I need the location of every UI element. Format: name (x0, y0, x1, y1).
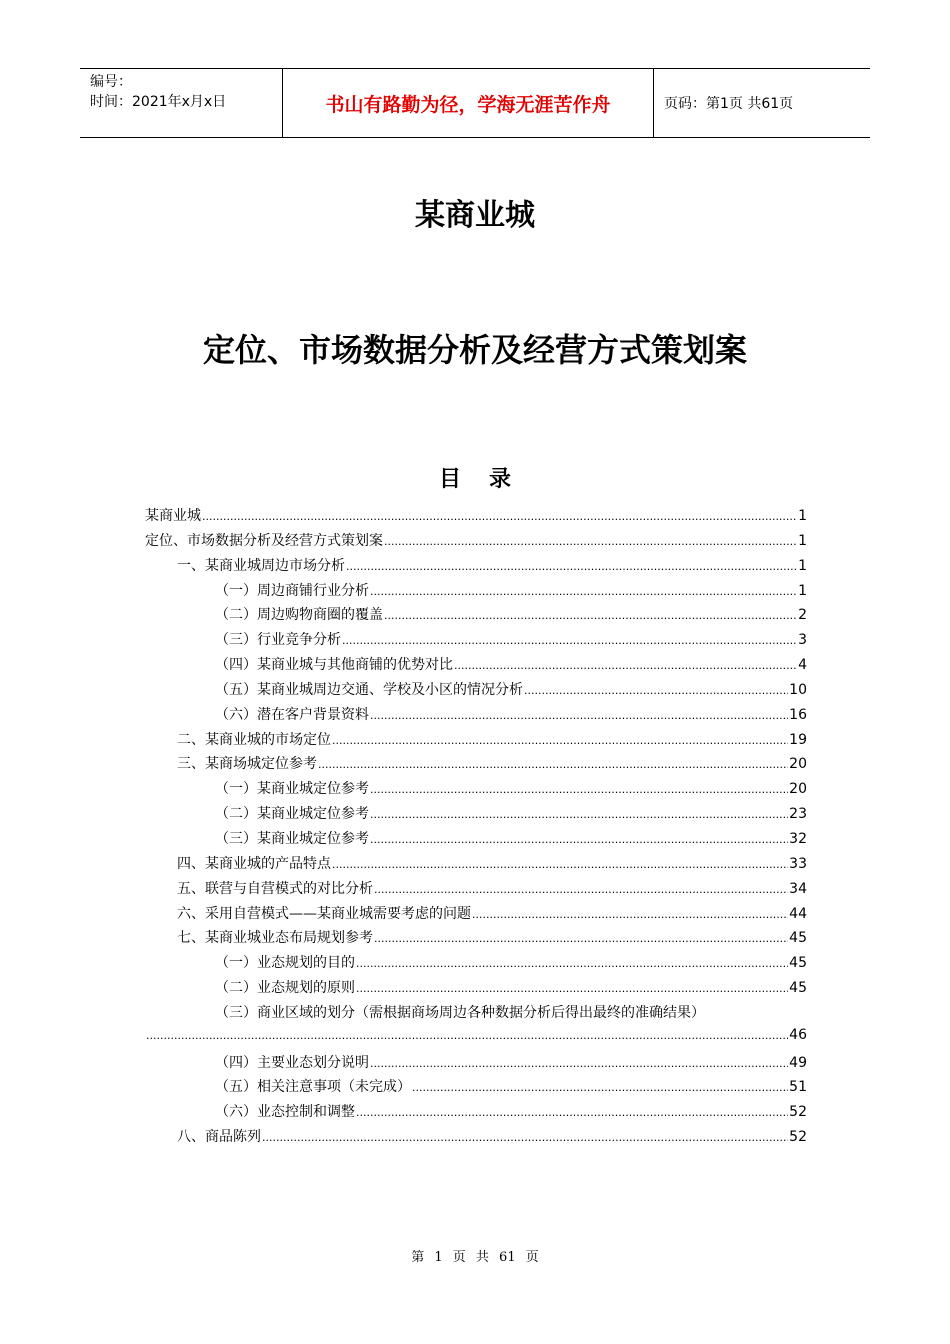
toc-entry-page: 2 (798, 607, 807, 624)
toc-entry-page: 45 (789, 955, 807, 972)
toc-leader-dots (374, 883, 788, 896)
header-motto: 书山有路勤为径，学海无涯苦作舟 (282, 69, 654, 137)
toc-entry[interactable] (145, 1002, 807, 1027)
toc-entry[interactable] (145, 778, 807, 803)
header-page-info: 页码：第1页 共61页 (664, 96, 794, 112)
toc-leader-dots (202, 510, 797, 523)
toc-leader-dots (370, 585, 797, 598)
toc-entry-title: 四、某商业城的产品特点 (177, 855, 331, 872)
toc-entry[interactable] (145, 580, 807, 605)
toc-leader-dots (384, 609, 797, 622)
toc-entry-title: （三）某商业城定位参考 (215, 830, 369, 847)
toc-entry[interactable] (145, 729, 807, 754)
toc-entry-title: （一）周边商铺行业分析 (215, 582, 369, 599)
document-subtitle: 定位、市场数据分析及经营方式策划案 (202, 331, 747, 369)
page-header (80, 68, 870, 138)
toc-leader-dots (346, 560, 797, 573)
toc-entry-page: 3 (798, 632, 807, 649)
toc-entry[interactable] (145, 1052, 807, 1077)
table-of-contents (145, 505, 807, 1151)
toc-entry-page: 23 (789, 806, 807, 823)
toc-entry-page: 1 (798, 532, 807, 549)
toc-entry-page: 1 (798, 582, 807, 599)
toc-entry[interactable] (145, 753, 807, 778)
toc-entry-title: 五、联营与自营模式的对比分析 (177, 880, 373, 897)
toc-entry-title: 一、某商业城周边市场分析 (177, 557, 345, 574)
toc-entry-title: （五）相关注意事项（未完成） (215, 1079, 411, 1096)
toc-leader-dots (370, 783, 788, 796)
toc-leader-dots (332, 734, 788, 747)
toc-entry-page: 52 (789, 1104, 807, 1121)
toc-entry[interactable] (145, 977, 807, 1002)
toc-entry[interactable] (145, 555, 807, 580)
toc-entry[interactable] (145, 1076, 807, 1101)
toc-entry-page: 45 (789, 930, 807, 947)
toc-entry-title: （六）潜在客户背景资料 (215, 706, 369, 723)
toc-entry[interactable] (145, 828, 807, 853)
toc-entry-page: 51 (789, 1079, 807, 1096)
toc-entry-title: （四）主要业态划分说明 (215, 1054, 369, 1071)
toc-leader-dots (454, 659, 797, 672)
toc-leader-dots (356, 957, 788, 970)
document-time-label: 时间：2021年x月x日 (90, 94, 227, 110)
toc-entry[interactable] (145, 1126, 807, 1151)
toc-entry-page: 1 (798, 508, 807, 524)
toc-entry[interactable] (145, 1027, 807, 1052)
toc-entry[interactable] (145, 853, 807, 878)
toc-entry[interactable] (145, 704, 807, 729)
toc-entry-title: （二）某商业城定位参考 (215, 806, 369, 823)
toc-entry-page: 44 (789, 905, 807, 922)
toc-leader-dots (332, 858, 788, 871)
toc-entry-title: 三、某商场城定位参考 (177, 756, 317, 773)
toc-entry[interactable] (145, 629, 807, 654)
document-title: 某商业城 (415, 198, 535, 233)
toc-entry-title: 六、采用自营模式——某商业城需要考虑的问题 (177, 905, 471, 922)
toc-entry-title: （三）商业区域的划分（需根据商场周边各种数据分析后得出最终的准确结果） (215, 1004, 705, 1021)
toc-entry-page: 20 (789, 781, 807, 798)
toc-entry-page: 10 (789, 681, 807, 698)
toc-leader-dots (356, 982, 788, 995)
toc-entry-title: （六）业态控制和调整 (215, 1104, 355, 1121)
toc-entry-title: 二、某商业城的市场定位 (177, 731, 331, 748)
toc-entry-page: 34 (789, 880, 807, 897)
toc-leader-dots (524, 684, 788, 697)
toc-leader-dots (370, 1057, 788, 1070)
toc-entry[interactable] (145, 604, 807, 629)
toc-entry-title: 八、商品陈列 (177, 1129, 261, 1146)
toc-entry-title: （一）业态规划的目的 (215, 955, 355, 972)
toc-leader-dots (370, 808, 788, 821)
toc-entry[interactable] (145, 952, 807, 977)
toc-entry[interactable] (145, 679, 807, 704)
toc-entry-page: 19 (789, 731, 807, 748)
toc-entry-title: （四）某商业城与其他商铺的优势对比 (215, 657, 453, 674)
toc-entry-title: （三）行业竞争分析 (215, 632, 341, 649)
toc-entry[interactable] (145, 803, 807, 828)
toc-entry[interactable] (145, 903, 807, 928)
toc-entry-page: 20 (789, 756, 807, 773)
toc-leader-dots (318, 758, 788, 771)
toc-entry-page: 4 (798, 657, 807, 674)
toc-entry-page: 32 (789, 830, 807, 847)
toc-leader-dots (384, 535, 797, 548)
toc-entry-title: 某商业城 (145, 508, 201, 524)
toc-entry-title: 定位、市场数据分析及经营方式策划案 (145, 532, 383, 549)
toc-entry-page: 46 (789, 1026, 807, 1043)
toc-leader-dots (146, 1029, 788, 1042)
toc-entry-title: （一）某商业城定位参考 (215, 781, 369, 798)
toc-entry-title: （二）业态规划的原则 (215, 980, 355, 997)
toc-entry[interactable] (145, 505, 807, 530)
toc-entry-page: 49 (789, 1054, 807, 1071)
toc-entry[interactable] (145, 927, 807, 952)
document-number-label: 编号： (90, 74, 132, 90)
toc-entry-title: 七、某商业城业态布局规划参考 (177, 930, 373, 947)
toc-entry-page: 52 (789, 1129, 807, 1146)
toc-entry-title: （二）周边购物商圈的覆盖 (215, 607, 383, 624)
toc-entry[interactable] (145, 878, 807, 903)
toc-entry-page: 33 (789, 855, 807, 872)
toc-leader-dots (262, 1131, 788, 1144)
toc-heading: 目录 (438, 467, 539, 492)
toc-entry-page: 45 (789, 980, 807, 997)
toc-leader-dots (412, 1081, 788, 1094)
toc-entry[interactable] (145, 654, 807, 679)
toc-entry[interactable] (145, 1101, 807, 1126)
page-footer: 第 1 页 共 61 页 (411, 1250, 539, 1265)
toc-entry-page: 1 (798, 557, 807, 574)
toc-entry-title: （五）某商业城周边交通、学校及小区的情况分析 (215, 681, 523, 698)
toc-leader-dots (374, 932, 788, 945)
toc-leader-dots (370, 709, 788, 722)
toc-leader-dots (370, 833, 788, 846)
toc-leader-dots (356, 1106, 788, 1119)
header-meta (80, 69, 282, 137)
toc-leader-dots (342, 634, 797, 647)
toc-entry[interactable] (145, 530, 807, 555)
toc-leader-dots (472, 908, 788, 921)
toc-entry-page: 16 (789, 706, 807, 723)
